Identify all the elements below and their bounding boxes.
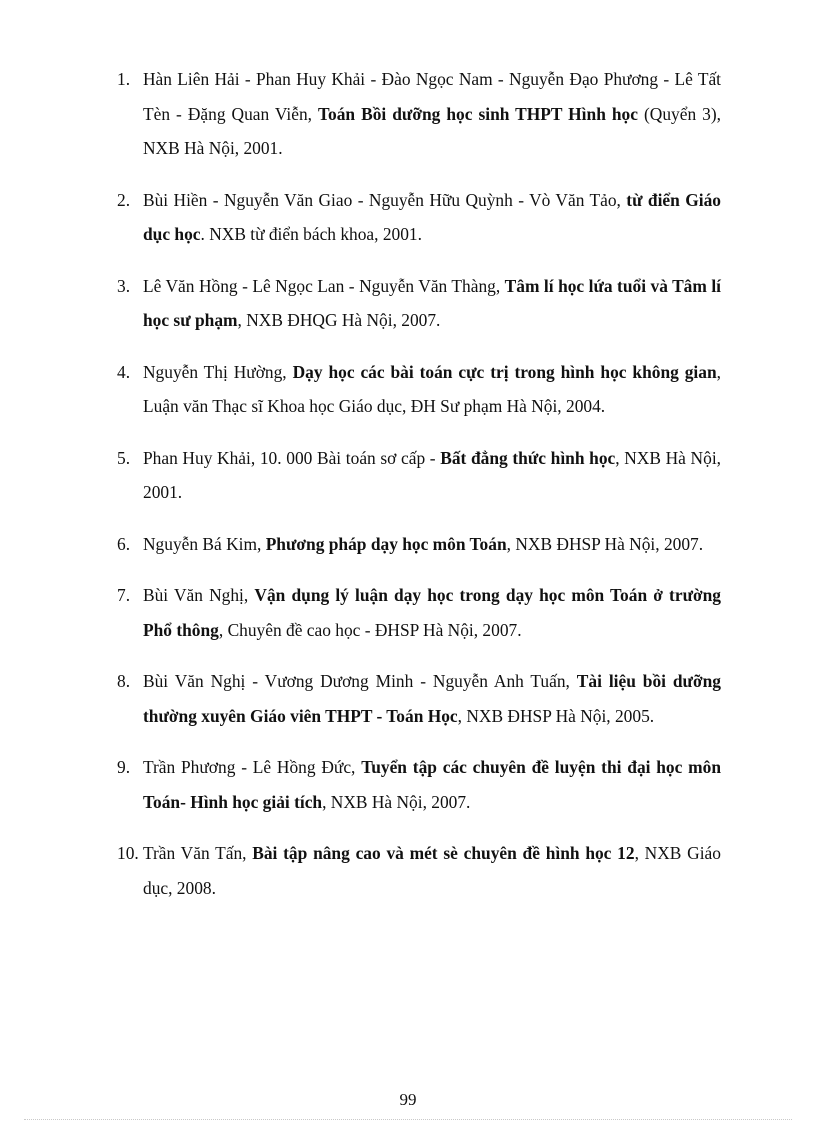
reference-item: [117, 836, 721, 905]
reference-item: [117, 750, 721, 819]
reference-text: Trần Văn Tấn,: [143, 843, 253, 863]
reference-item: [117, 62, 721, 166]
reference-item: [117, 269, 721, 338]
reference-text: Bùi Văn Nghị - Vương Dương Minh - Nguyễn Anh Tuấn,: [143, 671, 577, 691]
reference-title: Tâm lí học lứa tuổi và Tâm lí học sư phạm: [143, 275, 721, 330]
reference-text: Nguyễn Thị Hường,: [143, 361, 293, 382]
reference-title: Vận dụng lý luận dạy học trong dạy học môn Toán ở trường Phổ thông: [143, 585, 722, 640]
reference-text: Phan Huy Khải, 10. 000 Bài toán sơ cấp -: [143, 447, 441, 468]
reference-text: , Chuyên đề cao học - ĐHSP Hà Nội, 2007.: [218, 619, 522, 640]
reference-title: Tài liệu bồi dưỡng thường xuyên Giáo viên THPT - Toán Học: [143, 671, 721, 726]
reference-number: 4.: [117, 361, 131, 382]
reference-text: , Luận văn Thạc sĩ Khoa học Giáo dục, ĐH Sư phạm Hà Nội, 2004.: [143, 361, 721, 416]
reference-title: Bất đẳng thức hình học: [440, 447, 616, 468]
reference-number: 8.: [117, 671, 131, 691]
reference-text: Hàn Liên Hải - Phan Huy Khải - Đào Ngọc Nam - Nguyễn Đạo Phương - Lê Tất Tèn - Đặng Quan Viễn,: [143, 69, 721, 124]
reference-text: Trần Phương - Lê Hồng Đức,: [143, 757, 362, 777]
reference-list: [117, 62, 721, 922]
reference-item: [117, 355, 721, 424]
reference-text: Bùi Hiền - Nguyễn Văn Giao - Nguyễn Hữu Quỳnh - Vò Văn Tảo,: [143, 189, 627, 210]
reference-text: , NXB ĐHQG Hà Nội, 2007.: [237, 310, 441, 330]
footer-divider: [24, 1119, 792, 1120]
reference-title: Tuyển tập các chuyên đề luyện thi đại học môn Toán- Hình học giải tích: [143, 757, 722, 812]
reference-number: 9.: [117, 757, 131, 777]
reference-title: Bài tập nâng cao và mét sè chuyên đề hình học 12: [252, 843, 635, 863]
reference-item: [117, 664, 721, 733]
reference-item: [117, 183, 721, 252]
reference-text: Lê Văn Hồng - Lê Ngọc Lan - Nguyễn Văn Thàng,: [143, 275, 505, 296]
reference-text: (Quyển 3), NXB Hà Nội, 2001.: [143, 103, 721, 158]
reference-item: [117, 441, 721, 510]
reference-text: , NXB Hà Nội, 2001.: [143, 447, 721, 502]
reference-number: 10.: [117, 843, 139, 863]
reference-number: 2.: [117, 189, 131, 210]
reference-number: 3.: [117, 275, 131, 296]
reference-title: Toán Bồi dưỡng học sinh THPT Hình học: [318, 103, 638, 124]
reference-number: 1.: [117, 69, 131, 89]
reference-title: từ điển Giáo dục học: [143, 189, 721, 244]
page-number: 99: [399, 1090, 417, 1109]
reference-text: Nguyễn Bá Kim,: [143, 533, 266, 554]
reference-text: . NXB từ điển bách khoa, 2001.: [200, 224, 422, 244]
reference-title: Dạy học các bài toán cực trị trong hình học không gian: [292, 361, 717, 382]
reference-text: , NXB ĐHSP Hà Nội, 2007.: [506, 533, 704, 554]
reference-title: Phương pháp dạy học môn Toán: [265, 533, 507, 554]
reference-text: , NXB ĐHSP Hà Nội, 2005.: [457, 705, 655, 726]
reference-item: [117, 578, 721, 647]
reference-number: 7.: [117, 585, 131, 605]
reference-item: [117, 527, 721, 562]
reference-text: , NXB Hà Nội, 2007.: [322, 791, 471, 812]
reference-text: Bùi Văn Nghị,: [143, 585, 255, 605]
reference-number: 6.: [117, 533, 131, 554]
reference-number: 5.: [117, 447, 131, 468]
reference-text: , NXB Giáo dục, 2008.: [143, 843, 721, 898]
